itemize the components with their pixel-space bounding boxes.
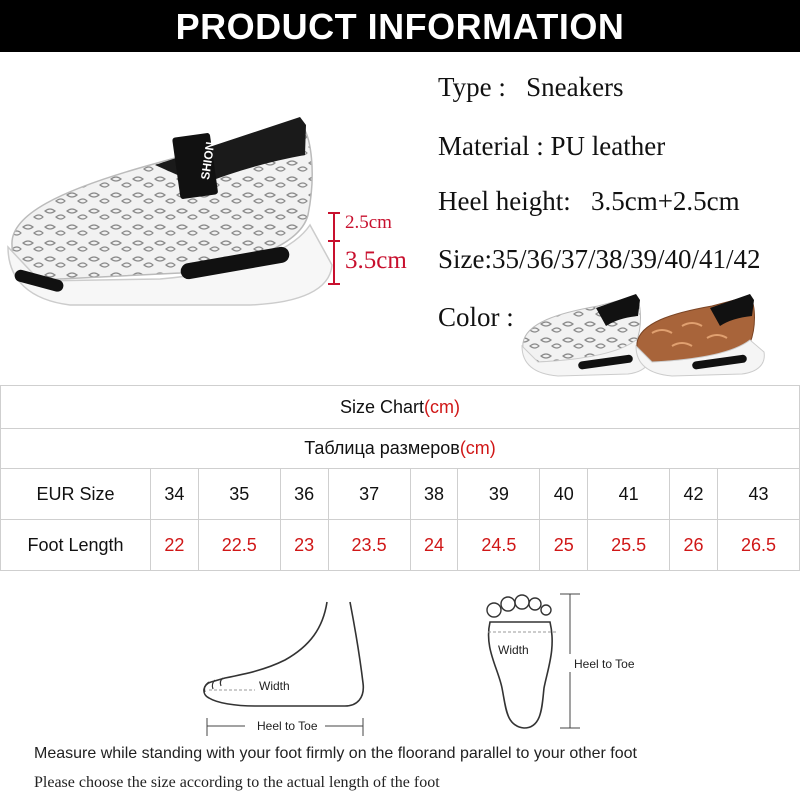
foot-length-cell: 26.5 <box>717 520 799 571</box>
foot-sole-diagram <box>470 588 670 738</box>
spec-type-label: Type : <box>438 72 527 102</box>
foot-side-diagram <box>195 598 395 738</box>
foot-length-cell: 25 <box>540 520 588 571</box>
spec-heel-label: Heel height: <box>438 186 591 216</box>
eur-size-cell: 39 <box>458 469 540 520</box>
height-lower-label: 3.5cm <box>345 247 407 274</box>
table-row-eur <box>1 469 800 520</box>
eur-size-cell: 42 <box>670 469 718 520</box>
spec-color <box>438 302 514 333</box>
foot-length-cell: 22.5 <box>198 520 280 571</box>
foot-length-label: Foot Length <box>1 520 151 571</box>
size-instruction: Please choose the size according to the actual length of the foot <box>34 774 440 791</box>
eur-size-cell: 36 <box>280 469 328 520</box>
page-title: PRODUCT INFORMATION <box>175 6 625 47</box>
spec-material <box>438 131 665 162</box>
side-width-label: Width <box>259 679 290 693</box>
foot-length-cell: 23 <box>280 520 328 571</box>
size-chart-title-ru: Таблица размеров <box>304 438 460 458</box>
foot-length-cell: 24.5 <box>458 520 540 571</box>
foot-length-cell: 22 <box>151 520 199 571</box>
eur-size-label: EUR Size <box>1 469 151 520</box>
size-chart-title <box>1 386 800 429</box>
foot-length-cell: 23.5 <box>328 520 410 571</box>
spec-heel <box>438 186 740 217</box>
foot-length-cell: 24 <box>410 520 458 571</box>
brand-label-text: SHION <box>198 140 218 181</box>
spec-type <box>438 72 624 103</box>
height-tick-mid <box>328 240 340 242</box>
spec-heel-value: 3.5cm+2.5cm <box>590 186 740 216</box>
spec-color-label: Color : <box>438 302 514 332</box>
spec-material-value: PU leather <box>550 131 666 161</box>
header-banner <box>0 0 800 52</box>
side-length-label: Heel to Toe <box>257 719 318 733</box>
height-tick-top <box>328 212 340 214</box>
main-shoe-image <box>0 95 340 310</box>
eur-size-cell: 40 <box>540 469 588 520</box>
sole-length-label: Heel to Toe <box>574 657 635 671</box>
measure-instruction: Measure while standing with your foot firmly on the floorand parallel to your other foot <box>34 745 637 762</box>
height-indicator-line <box>333 212 335 284</box>
spec-size <box>438 244 761 275</box>
height-upper-label: 2.5cm <box>345 212 392 233</box>
size-chart-table <box>0 385 800 571</box>
size-chart-title-en-unit: (cm) <box>424 396 461 417</box>
spec-type-value: Sneakers <box>526 72 624 102</box>
sole-width-label: Width <box>498 643 529 657</box>
spec-size-label: Size: <box>438 244 492 274</box>
eur-size-cell: 43 <box>717 469 799 520</box>
height-tick-bottom <box>328 283 340 285</box>
eur-size-cell: 41 <box>588 469 670 520</box>
table-row-foot-length <box>1 520 800 571</box>
foot-length-cell: 25.5 <box>588 520 670 571</box>
foot-length-cell: 26 <box>670 520 718 571</box>
eur-size-cell: 34 <box>151 469 199 520</box>
size-chart-title-en: Size Chart <box>339 396 425 417</box>
eur-size-cell: 37 <box>328 469 410 520</box>
spec-material-label: Material : <box>438 131 551 161</box>
color-option-brown[interactable] <box>632 288 772 378</box>
eur-size-cell: 35 <box>198 469 280 520</box>
eur-size-cell: 38 <box>410 469 458 520</box>
size-chart-title-ru-cell <box>1 429 800 469</box>
size-chart-title-ru-unit: (cm) <box>459 438 496 458</box>
spec-size-value: 35/36/37/38/39/40/41/42 <box>492 244 761 274</box>
